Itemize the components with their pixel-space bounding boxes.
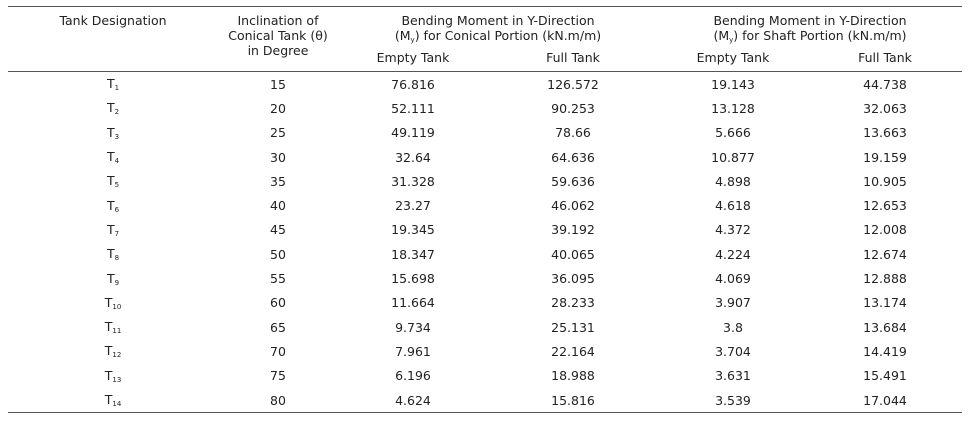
shaft-full-cell: 44.738	[863, 76, 907, 92]
table-row	[8, 72, 962, 97]
conical-full-cell: 46.062	[551, 198, 595, 214]
header-shaft-portion: Bending Moment in Y-Direction (My) for Shaft Portion (kN.m/m)	[713, 13, 907, 44]
header-conical-full: Full Tank	[546, 50, 600, 65]
conical-full-cell: 28.233	[551, 295, 595, 311]
shaft-empty-cell: 3.907	[715, 295, 751, 311]
inclination-cell: 80	[270, 392, 286, 408]
tank-cell: $T_{14}$	[104, 392, 122, 408]
inclination-cell: 45	[270, 222, 286, 238]
inclination-cell: 65	[270, 319, 286, 335]
conical-empty-cell: 19.345	[391, 222, 435, 238]
table-row	[8, 169, 962, 193]
inclination-cell: 20	[270, 100, 286, 116]
shaft-full-cell: 12.888	[863, 271, 907, 287]
inclination-cell: 50	[270, 246, 286, 262]
tank-cell: $T_5$	[106, 173, 120, 190]
tank-cell: $T_2$	[106, 100, 120, 117]
conical-full-cell: 59.636	[551, 173, 595, 189]
shaft-full-cell: 10.905	[863, 173, 907, 189]
conical-full-cell: 39.192	[551, 222, 595, 238]
conical-full-cell: 25.131	[551, 319, 595, 335]
inclination-cell: 70	[270, 343, 286, 359]
shaft-empty-cell: 13.128	[711, 100, 755, 116]
table-row	[8, 364, 962, 388]
inclination-cell: 60	[270, 295, 286, 311]
shaft-empty-cell: 4.224	[715, 246, 751, 262]
table-row	[8, 193, 962, 217]
conical-empty-cell: 32.64	[395, 149, 431, 165]
shaft-empty-cell: 4.372	[715, 222, 751, 238]
shaft-full-cell: 13.684	[863, 319, 907, 335]
tank-cell: $T_7$	[106, 221, 120, 238]
shaft-full-cell: 14.419	[863, 343, 907, 359]
shaft-empty-cell: 3.704	[715, 343, 751, 359]
conical-full-cell: 126.572	[547, 76, 599, 92]
conical-full-cell: 64.636	[551, 149, 595, 165]
table-row	[8, 266, 962, 290]
shaft-empty-cell: 3.539	[715, 392, 751, 408]
conical-empty-cell: 15.698	[391, 271, 435, 287]
conical-empty-cell: 49.119	[391, 125, 435, 141]
header-conical-portion: Bending Moment in Y-Direction (My) for Conical Portion (kN.m/m)	[394, 13, 602, 44]
conical-full-cell: 36.095	[551, 271, 595, 287]
header-inclination: Inclination of Conical Tank (θ) in Degree	[228, 13, 328, 58]
shaft-full-cell: 13.663	[863, 125, 907, 141]
table-body	[8, 72, 962, 413]
shaft-full-cell: 12.653	[863, 198, 907, 214]
conical-empty-cell: 7.961	[395, 343, 431, 359]
shaft-empty-cell: 4.069	[715, 271, 751, 287]
conical-empty-cell: 18.347	[391, 246, 435, 262]
inclination-cell: 40	[270, 198, 286, 214]
conical-full-cell: 22.164	[551, 343, 595, 359]
shaft-full-cell: 17.044	[863, 392, 907, 408]
tank-cell: $T_1$	[106, 76, 120, 93]
tank-cell: $T_4$	[106, 149, 120, 166]
table-row	[8, 242, 962, 266]
header-tank-designation: Tank Designation	[59, 13, 167, 28]
tank-cell: $T_6$	[106, 197, 120, 214]
shaft-full-cell: 32.063	[863, 100, 907, 116]
tank-cell: $T_{10}$	[104, 294, 122, 311]
shaft-empty-cell: 3.631	[715, 368, 751, 384]
table-row	[8, 218, 962, 242]
conical-empty-cell: 31.328	[391, 173, 435, 189]
tank-cell: $T_{12}$	[104, 343, 122, 360]
shaft-full-cell: 13.174	[863, 295, 907, 311]
shaft-empty-cell: 4.618	[715, 198, 751, 214]
shaft-full-cell: 15.491	[863, 368, 907, 384]
inclination-cell: 75	[270, 368, 286, 384]
conical-empty-cell: 4.624	[395, 392, 431, 408]
tank-cell: $T_3$	[106, 124, 120, 141]
shaft-full-cell: 19.159	[863, 149, 907, 165]
conical-empty-cell: 6.196	[395, 368, 431, 384]
shaft-empty-cell: 4.898	[715, 173, 751, 189]
tank-cell: $T_9$	[106, 270, 120, 287]
inclination-cell: 25	[270, 125, 286, 141]
header-shaft-full: Full Tank	[858, 50, 912, 65]
shaft-empty-cell: 19.143	[711, 76, 755, 92]
bending-moment-table	[8, 6, 962, 413]
tank-cell: $T_8$	[106, 246, 120, 263]
table-row	[8, 388, 962, 413]
conical-empty-cell: 11.664	[391, 295, 435, 311]
header-conical-empty: Empty Tank	[376, 50, 450, 65]
tank-cell: $T_{13}$	[104, 367, 122, 384]
shaft-empty-cell: 3.8	[723, 319, 743, 335]
table-row	[8, 291, 962, 315]
conical-empty-cell: 23.27	[395, 198, 431, 214]
table-row	[8, 145, 962, 169]
conical-full-cell: 78.66	[555, 125, 591, 141]
inclination-cell: 55	[270, 271, 286, 287]
table-row	[8, 121, 962, 145]
table-container	[8, 6, 962, 413]
header-shaft-empty: Empty Tank	[696, 50, 770, 65]
conical-empty-cell: 52.111	[391, 100, 435, 116]
tank-cell: $T_{11}$	[104, 319, 122, 336]
inclination-cell: 15	[270, 76, 286, 92]
conical-full-cell: 40.065	[551, 246, 595, 262]
shaft-empty-cell: 5.666	[715, 125, 751, 141]
shaft-empty-cell: 10.877	[711, 149, 755, 165]
shaft-full-cell: 12.674	[863, 246, 907, 262]
conical-full-cell: 90.253	[551, 100, 595, 116]
inclination-cell: 35	[270, 173, 286, 189]
table-row	[8, 96, 962, 120]
table-row	[8, 339, 962, 363]
conical-empty-cell: 9.734	[395, 319, 431, 335]
conical-empty-cell: 76.816	[391, 76, 435, 92]
conical-full-cell: 15.816	[551, 392, 595, 408]
inclination-cell: 30	[270, 149, 286, 165]
shaft-full-cell: 12.008	[863, 222, 907, 238]
table-row	[8, 315, 962, 339]
conical-full-cell: 18.988	[551, 368, 595, 384]
